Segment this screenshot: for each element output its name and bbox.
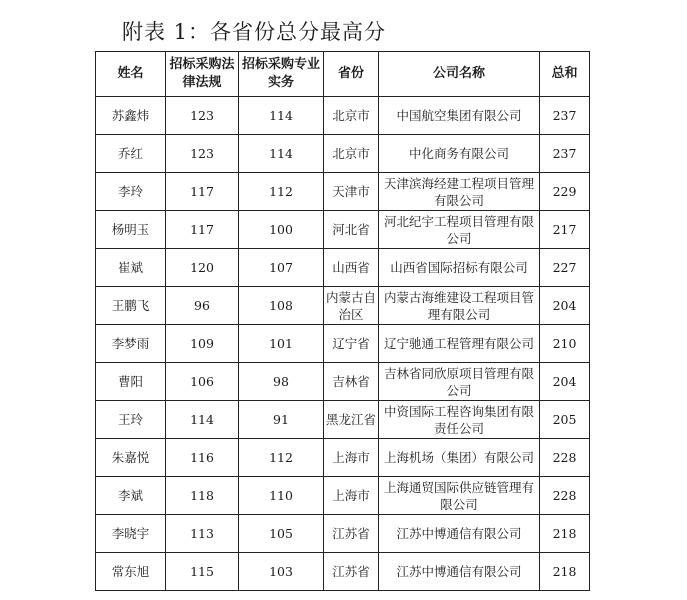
cell-province: 黑龙江省 <box>324 401 379 439</box>
cell-company: 内蒙古海维建设工程项目管理有限公司 <box>379 287 540 325</box>
cell-practice-score: 114 <box>239 97 324 135</box>
col-header-province: 省份 <box>324 52 379 97</box>
cell-company: 江苏中博通信有限公司 <box>379 515 540 553</box>
cell-practice-score: 110 <box>239 477 324 515</box>
cell-law-score: 106 <box>166 363 239 401</box>
col-header-practice: 招标采购专业实务 <box>239 52 324 97</box>
cell-practice-score: 112 <box>239 173 324 211</box>
cell-law-score: 120 <box>166 249 239 287</box>
col-header-company: 公司名称 <box>379 52 540 97</box>
cell-company: 辽宁驰通工程管理有限公司 <box>379 325 540 363</box>
cell-total: 227 <box>540 249 590 287</box>
cell-province: 江苏省 <box>324 515 379 553</box>
cell-law-score: 113 <box>166 515 239 553</box>
cell-law-score: 115 <box>166 553 239 591</box>
cell-practice-score: 101 <box>239 325 324 363</box>
table-row <box>96 287 590 325</box>
cell-province: 北京市 <box>324 97 379 135</box>
cell-province: 天津市 <box>324 173 379 211</box>
table-caption: 附表 1：各省份总分最高分 <box>122 20 387 44</box>
cell-name: 曹阳 <box>96 363 166 401</box>
table-row <box>96 515 590 553</box>
cell-province: 北京市 <box>324 135 379 173</box>
table-row <box>96 477 590 515</box>
cell-company: 中化商务有限公司 <box>379 135 540 173</box>
cell-law-score: 118 <box>166 477 239 515</box>
header-row <box>96 52 590 97</box>
cell-practice-score: 103 <box>239 553 324 591</box>
cell-total: 218 <box>540 515 590 553</box>
cell-province: 辽宁省 <box>324 325 379 363</box>
cell-company: 河北纪宇工程项目管理有限公司 <box>379 211 540 249</box>
cell-practice-score: 114 <box>239 135 324 173</box>
cell-total: 218 <box>540 553 590 591</box>
cell-practice-score: 100 <box>239 211 324 249</box>
cell-total: 204 <box>540 287 590 325</box>
cell-name: 李玲 <box>96 173 166 211</box>
cell-total: 217 <box>540 211 590 249</box>
table-row <box>96 553 590 591</box>
cell-company: 吉林省同欣原项目管理有限公司 <box>379 363 540 401</box>
cell-practice-score: 91 <box>239 401 324 439</box>
table-row <box>96 439 590 477</box>
table-row <box>96 363 590 401</box>
table-row <box>96 135 590 173</box>
cell-name: 李梦雨 <box>96 325 166 363</box>
cell-province: 上海市 <box>324 439 379 477</box>
cell-total: 228 <box>540 439 590 477</box>
cell-province: 上海市 <box>324 477 379 515</box>
cell-name: 王鹏飞 <box>96 287 166 325</box>
cell-total: 210 <box>540 325 590 363</box>
table-row <box>96 97 590 135</box>
cell-province: 河北省 <box>324 211 379 249</box>
cell-total: 237 <box>540 97 590 135</box>
cell-company: 上海机场（集团）有限公司 <box>379 439 540 477</box>
cell-name: 杨明玉 <box>96 211 166 249</box>
scores-table <box>95 51 590 591</box>
col-header-law: 招标采购法律法规 <box>166 52 239 97</box>
cell-company: 上海通贸国际供应链管理有限公司 <box>379 477 540 515</box>
cell-province: 吉林省 <box>324 363 379 401</box>
table-row <box>96 211 590 249</box>
cell-company: 中国航空集团有限公司 <box>379 97 540 135</box>
cell-law-score: 117 <box>166 211 239 249</box>
cell-province: 山西省 <box>324 249 379 287</box>
cell-name: 王玲 <box>96 401 166 439</box>
cell-name: 李斌 <box>96 477 166 515</box>
cell-law-score: 123 <box>166 135 239 173</box>
table-row <box>96 249 590 287</box>
cell-total: 237 <box>540 135 590 173</box>
cell-province: 内蒙古自治区 <box>324 287 379 325</box>
cell-company: 中资国际工程咨询集团有限责任公司 <box>379 401 540 439</box>
cell-practice-score: 108 <box>239 287 324 325</box>
cell-name: 崔斌 <box>96 249 166 287</box>
cell-practice-score: 107 <box>239 249 324 287</box>
col-header-name: 姓名 <box>96 52 166 97</box>
cell-practice-score: 105 <box>239 515 324 553</box>
cell-law-score: 116 <box>166 439 239 477</box>
cell-name: 朱嘉悦 <box>96 439 166 477</box>
cell-total: 205 <box>540 401 590 439</box>
cell-name: 乔红 <box>96 135 166 173</box>
cell-name: 苏鑫炜 <box>96 97 166 135</box>
cell-law-score: 109 <box>166 325 239 363</box>
table-row <box>96 401 590 439</box>
cell-name: 李晓宇 <box>96 515 166 553</box>
cell-company: 天津滨海经建工程项目管理有限公司 <box>379 173 540 211</box>
cell-province: 江苏省 <box>324 553 379 591</box>
cell-total: 204 <box>540 363 590 401</box>
cell-company: 山西省国际招标有限公司 <box>379 249 540 287</box>
table-row <box>96 173 590 211</box>
cell-law-score: 117 <box>166 173 239 211</box>
cell-total: 228 <box>540 477 590 515</box>
cell-law-score: 96 <box>166 287 239 325</box>
cell-company: 江苏中博通信有限公司 <box>379 553 540 591</box>
cell-practice-score: 112 <box>239 439 324 477</box>
cell-name: 常东旭 <box>96 553 166 591</box>
table-row <box>96 325 590 363</box>
cell-total: 229 <box>540 173 590 211</box>
col-header-total: 总和 <box>540 52 590 97</box>
cell-practice-score: 98 <box>239 363 324 401</box>
cell-law-score: 114 <box>166 401 239 439</box>
cell-law-score: 123 <box>166 97 239 135</box>
